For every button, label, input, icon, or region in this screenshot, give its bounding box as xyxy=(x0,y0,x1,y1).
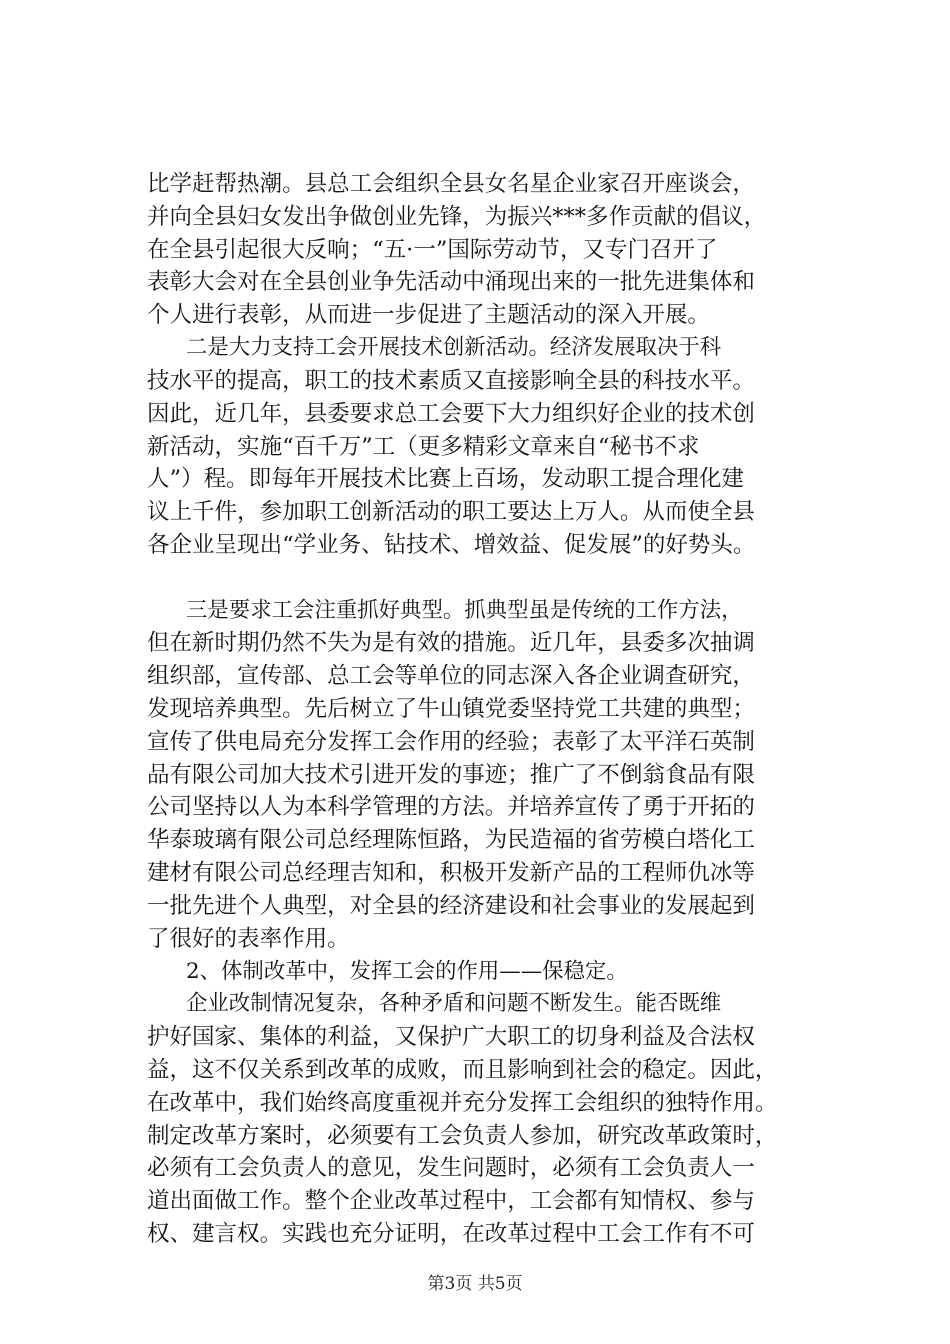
text-line: 表彰大会对在全县创业争先活动中涌现出来的一批先进集体和 xyxy=(147,269,755,295)
text-line: 各企业呈现出“学业务、钻技术、增效益、促发展”的好势头。 xyxy=(147,532,756,558)
text-line: 议上千件，参加职工创新活动的职工要达上万人。从而使全县 xyxy=(147,499,755,525)
text-line: 因此，近几年，县委要求总工会要下大力组织好企业的技术创 xyxy=(147,401,755,427)
text-line: 个人进行表彰，从而进一步促进了主题活动的深入开展。 xyxy=(147,302,710,328)
text-line: 一批先进个人典型，对全县的经济建设和社会事业的发展起到 xyxy=(147,893,755,919)
section-heading: 2、体制改革中，发挥工会的作用——保稳定。 xyxy=(186,959,628,984)
page-number-footer: 第3页 共5页 xyxy=(427,1274,523,1294)
text-line: 品有限公司加大技术引进开发的事迹；推广了不倒翁食品有限 xyxy=(147,762,755,788)
text-line: 技水平的提高，职工的技术素质又直接影响全县的科技水平。 xyxy=(147,368,755,394)
text-line: 必须有工会负责人的意见，发生问题时，必须有工会负责人一 xyxy=(147,1155,755,1181)
text-line: 组织部，宣传部、总工会等单位的同志深入各企业调查研究， xyxy=(147,663,755,689)
text-line: 益，这不仅关系到改革的成败，而且影响到社会的稳定。因此， xyxy=(147,1057,778,1083)
text-line: 三是要求工会注重抓好典型。抓典型虽是传统的工作方法， xyxy=(186,598,743,623)
text-line: 了很好的表率作用。 xyxy=(147,926,350,952)
text-line: 制定改革方案时，必须要有工会负责人参加，研究改革政策时， xyxy=(147,1123,778,1149)
text-line: 华泰玻璃有限公司总经理陈恒路，为民造福的省劳模白塔化工 xyxy=(147,827,755,853)
text-line: 在全县引起很大反响；“五·一”国际劳动节，又专门召开了 xyxy=(147,237,718,263)
text-line: 建材有限公司总经理吉知和，积极开发新产品的工程师仇冰等 xyxy=(147,860,755,886)
text-line: 并向全县妇女发出争做创业先锋，为振兴***多作贡献的倡议， xyxy=(147,204,767,230)
text-line: 人”）程。即每年开展技术比赛上百场，发动职工提合理化建 xyxy=(147,466,744,492)
text-line: 护好国家、集体的利益，又保护广大职工的切身利益及合法权 xyxy=(147,1024,755,1050)
text-line: 宣传了供电局充分发挥工会作用的经验；表彰了太平洋石英制 xyxy=(147,729,755,755)
text-line: 发现培养典型。先后树立了牛山镇党委坚持党工共建的典型； xyxy=(147,696,755,722)
text-line: 比学赶帮热潮。县总工会组织全县女名星企业家召开座谈会， xyxy=(147,171,755,197)
text-line: 在改革中，我们始终高度重视并充分发挥工会组织的独特作用。 xyxy=(147,1090,778,1116)
text-line: 公司坚持以人为本科学管理的方法。并培养宣传了勇于开拓的 xyxy=(147,794,755,820)
text-line: 企业改制情况复杂，各种矛盾和问题不断发生。能否既维 xyxy=(186,991,722,1016)
text-line: 二是大力支持工会开展技术创新活动。经济发展取决于科 xyxy=(186,335,722,360)
text-line: 但在新时期仍然不失为是有效的措施。近几年，县委多次抽调 xyxy=(147,630,755,656)
text-line: 道出面做工作。整个企业改革过程中，工会都有知情权、参与 xyxy=(147,1188,755,1214)
text-line: 新活动，实施“百千万”工（更多精彩文章来自“秘书不求 xyxy=(147,434,700,460)
text-line: 权、建言权。实践也充分证明，在改革过程中工会工作有不可 xyxy=(147,1221,755,1247)
